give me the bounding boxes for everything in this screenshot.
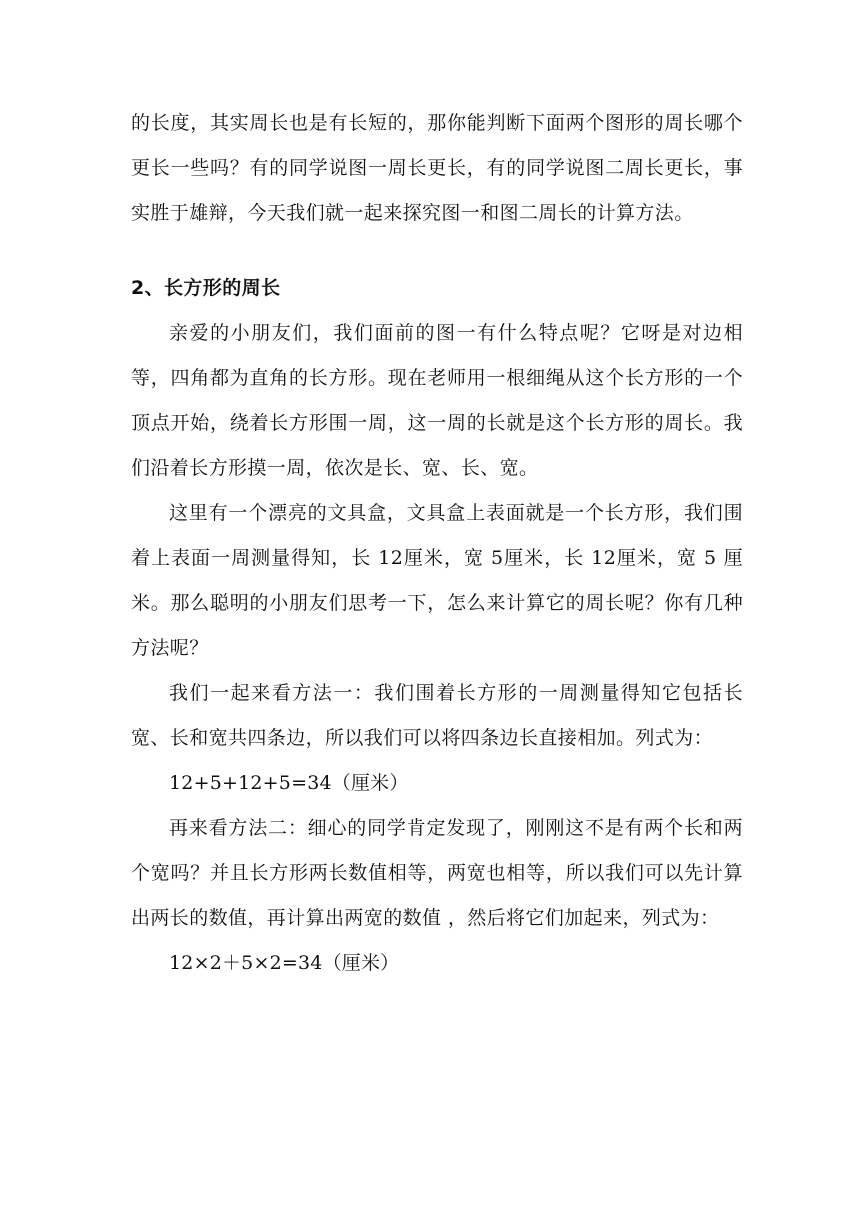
intro-paragraph: 的长度，其实周长也是有长短的，那你能判断下面两个图形的周长哪个更长一些吗？有的同学说图一周长更长，有的同学说图二周长更长，事实胜于雄辩，今天我们就一起来探究图一和图二周长的计算方法。 bbox=[131, 112, 743, 224]
section-spacer bbox=[131, 236, 743, 266]
formula-method-2: 12×2＋5×2=34（厘米） bbox=[169, 952, 400, 974]
paragraph-method-1: 我们一起来看方法一：我们围着长方形的一周测量得知它包括长宽、长和宽共四条边，所以我们可以将四条边长直接相加。列式为： bbox=[131, 682, 743, 749]
formula-method-1: 12+5+12+5=34（厘米） bbox=[169, 772, 409, 794]
paragraph-pencil-box: 这里有一个漂亮的文具盒，文具盒上表面就是一个长方形，我们围着上表面一周测量得知，长 12厘米，宽 5厘米，长 12厘米，宽 5 厘米。那么聪明的小朋友们思考一下，怎么来计算它的周长呢？你有几种方法呢？ bbox=[131, 502, 743, 659]
section-heading: 2、长方形的周长 bbox=[131, 277, 281, 299]
paragraph-method-2: 再来看方法二：细心的同学肯定发现了，刚刚这不是有两个长和两个宽吗？并且长方形两长数值相等，两宽也相等，所以我们可以先计算出两长的数值，再计算出两宽的数值 ，然后将它们加起来，列式为： bbox=[131, 817, 743, 929]
paragraph-rectangle-features: 亲爱的小朋友们，我们面前的图一有什么特点呢？它呀是对边相等，四角都为直角的长方形。现在老师用一根细绳从这个长方形的一个顶点开始，绕着长方形围一周，这一周的长就是这个长方形的周长。我们沿着长方形摸一周，依次是长、宽、长、宽。 bbox=[131, 322, 743, 479]
document-body bbox=[131, 101, 743, 986]
